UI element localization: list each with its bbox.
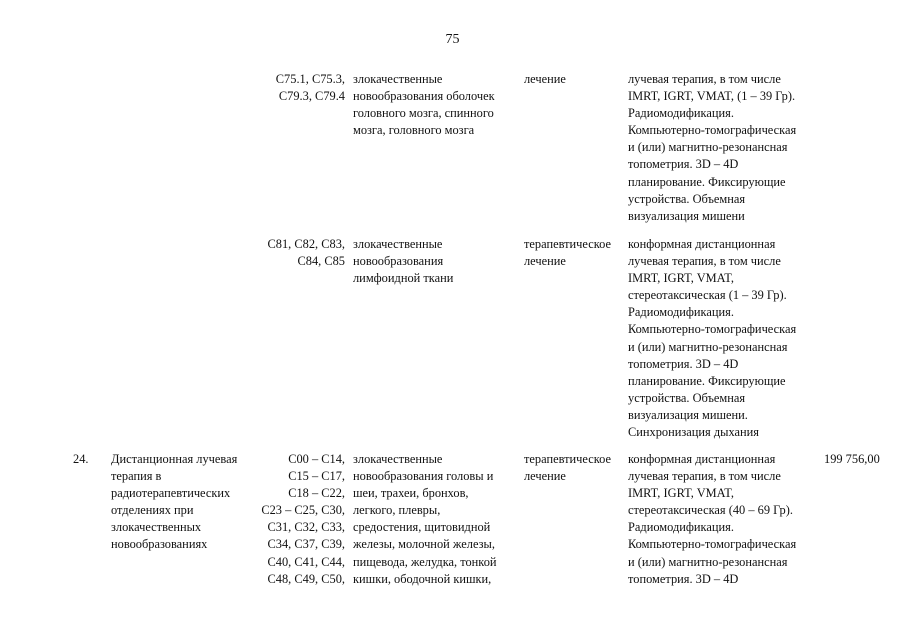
page-number: 75: [445, 32, 460, 47]
treatment-method: конформная дистанционная лучевая терапия, в том числе IMRT, IGRT, VMAT, стереотаксическая (40 – 69 Гр). Радиомодификация. Компьютерно-томографическая и (или) магнитно-резонансная топометрия. 3D – 4D: [628, 452, 797, 586]
patient-model: злокачественные новообразования оболочек головного мозга, спинного мозга, головного мозга: [353, 72, 495, 138]
patient-model: злокачественные новообразования лимфоидной ткани: [353, 237, 454, 286]
treatment-method: конформная дистанционная лучевая терапия, в том числе IMRT, IGRT, VMAT, стереотаксическая (1 – 39 Гр). Радиомодификация. Компьютерно-томографическая и (или) магнитно-резонансная топометрия. 3D – 4D планирование. Фиксирующие устройства. Объемная визуализация мишени. Синхронизация дыхания: [628, 237, 797, 440]
icd-codes: C81, C82, C83, C84, C85: [267, 237, 345, 269]
treatment-method: лучевая терапия, в том числе IMRT, IGRT, VMAT, (1 – 39 Гр). Радиомодификация. Компьютерно-томографическая и (или) магнитно-резонансная топометрия. 3D – 4D планирование. Фиксирующие устройства. Объемная визуализация мишени: [628, 72, 797, 223]
patient-model: злокачественные новообразования головы и шеи, трахеи, бронхов, легкого, плевры, средостения, щитовидной железы, молочной железы, пищевода, желудка, тонкой кишки, ободочной кишки,: [353, 452, 497, 586]
icd-codes: C00 – C14, C15 – C17, C18 – C22, C23 – C25, C30, C31, C32, C33, C34, C37, C39, C40, C41, C44, C48, C49, C50,: [261, 452, 345, 586]
care-type-name: Дистанционная лучевая терапия в радиотерапевтических отделениях при злокачественных новообразованиях: [111, 452, 238, 552]
row-number: 24.: [73, 452, 89, 466]
treatment-type: терапевтическое лечение: [524, 452, 611, 484]
treatment-type: терапевтическое лечение: [524, 237, 611, 269]
cost-value: 199 756,00: [824, 452, 880, 466]
icd-codes: C75.1, C75.3, C79.3, C79.4: [275, 72, 345, 104]
treatment-type: лечение: [524, 72, 566, 86]
